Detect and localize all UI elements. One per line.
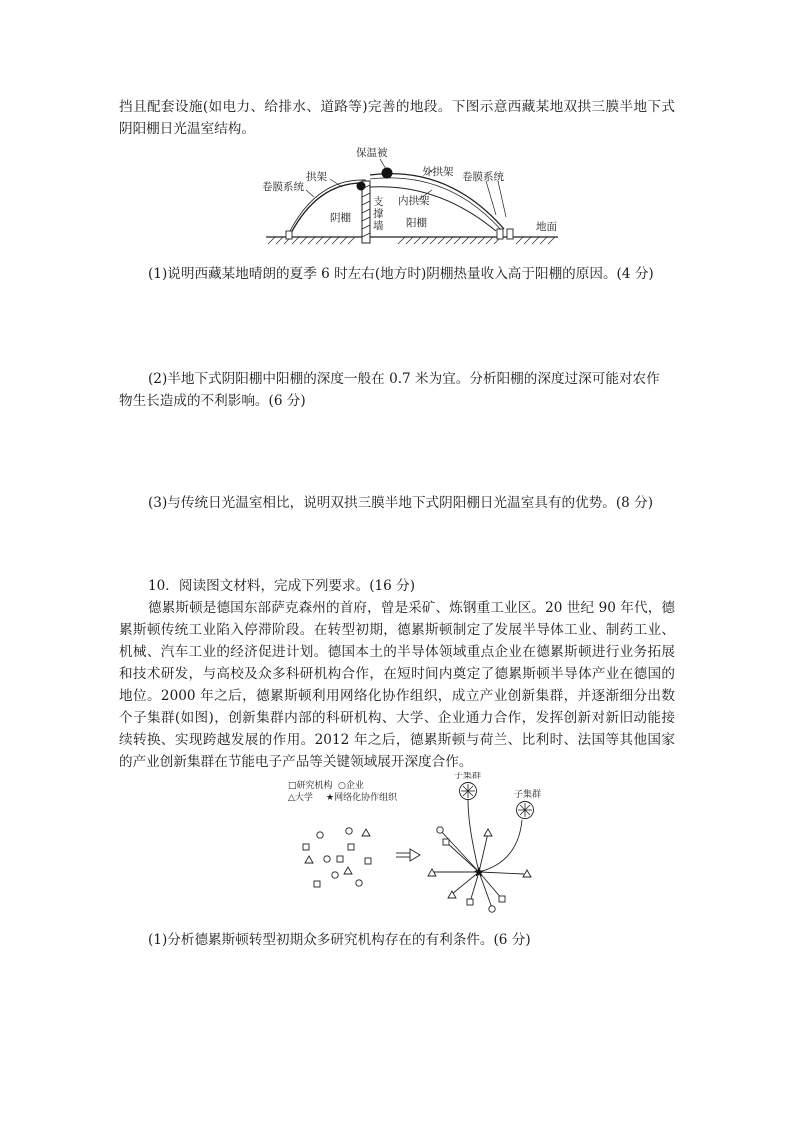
inner-arch <box>370 187 496 231</box>
link-subcluster-1 <box>468 800 479 872</box>
enterprise-symbol <box>332 872 338 878</box>
enterprise-symbol <box>437 827 443 833</box>
scattered-elements <box>303 828 371 887</box>
research-institute-symbol <box>499 896 505 902</box>
university-symbol <box>484 829 492 836</box>
label-ground: 地面 <box>536 221 557 233</box>
enterprise-symbol <box>489 906 495 912</box>
university-symbol <box>428 869 436 876</box>
research-institute-symbol <box>303 844 309 850</box>
question-10-title: 10．阅读图文材料，完成下列要求。(16 分) <box>148 578 416 594</box>
question-9-2-line-1: (2)半地下式阴阳棚中阳棚的深度一般在 0.7 米为宜。分析阳棚的深度过深可能对农作 <box>148 371 660 387</box>
left-post <box>286 231 292 239</box>
right-post-inner <box>497 229 503 239</box>
label-film-system-right: 卷膜系统 <box>462 171 504 183</box>
label-inner-arch: 内拱架 <box>398 195 430 207</box>
question-10-para-line-5: 地位。2000 年之后，德累斯顿利用网络化协作组织，成立产业创新集群，并逐渐细分出数 <box>119 688 675 704</box>
question-10-para-line-6: 个子集群(如图)，创新集群内部的科研机构、大学、企业通力合作，发挥创新对新旧动能接 <box>119 710 675 726</box>
question-9-3: (3)与传统日光温室相比，说明双拱三膜半地下式阴阳棚日光温室具有的优势。(8 分) <box>148 495 654 511</box>
enterprise-symbol <box>317 832 323 838</box>
label-film-system-left: 卷膜系统 <box>262 181 304 193</box>
label-support-wall-1: 支 <box>373 196 384 208</box>
question-10-para-line-8: 的产业创新集群在节能电子产品等关键领域展开深度合作。 <box>119 754 473 770</box>
cluster-diagram <box>282 772 574 918</box>
label-outer-arch: 外拱架 <box>422 166 454 178</box>
question-10-para-line-4: 和技术研发，与高校及众多科研机构合作，在短时间内奠定了德累斯顿半导体产业在德国的 <box>119 666 675 682</box>
research-institute-symbol <box>365 858 371 864</box>
enterprise-symbol <box>346 828 352 834</box>
intro-line-2: 阴阳棚日光温室结构。 <box>119 121 255 137</box>
question-10-para-line-3: 机械、汽车工业的经济促进计划。德国本土的半导体领域重点企业在德累斯顿进行业务拓展 <box>119 644 675 660</box>
greenhouse-diagram <box>258 143 568 255</box>
label-support-wall-3: 墙 <box>373 220 384 232</box>
outer-arch-film <box>370 178 502 231</box>
subcluster-2 <box>517 802 534 819</box>
research-institute-symbol <box>467 899 473 905</box>
research-institute-symbol <box>348 844 354 850</box>
legend-research-institute: □研究机构 <box>288 781 333 791</box>
label-shaded-shed: 阴棚 <box>330 212 351 224</box>
university-symbol <box>305 856 313 863</box>
subcluster-1 <box>460 783 477 800</box>
question-10-para-line-7: 续转换、实现跨越发展的作用。2012 年之后，德累斯顿与荷兰、比利时、法国等其他国家 <box>119 732 675 748</box>
question-9-2-line-2: 物生长造成的不利影响。(6 分) <box>119 393 306 409</box>
label-support-wall-2: 撑 <box>373 208 384 220</box>
legend-university: △大学 <box>288 793 313 803</box>
enterprise-symbol <box>356 880 362 886</box>
research-institute-symbol <box>314 881 320 887</box>
university-symbol <box>344 867 352 874</box>
intro-line-1: 挡且配套设施(如电力、给排水、道路等)完善的地段。下图示意西藏某地双拱三膜半地下式 <box>119 99 675 115</box>
legend-network-org: ★网络化协作组织 <box>326 793 398 803</box>
right-post-outer <box>507 229 513 239</box>
research-institute-symbol <box>337 856 343 862</box>
university-symbol <box>523 870 531 877</box>
label-subcluster-1: 子集群 <box>454 772 482 781</box>
research-institute-symbol <box>443 839 449 845</box>
label-insulation-quilt: 保温被 <box>356 147 388 159</box>
label-arch-frame: 拱架 <box>306 171 327 183</box>
insulation-quilt-left <box>357 182 366 191</box>
label-subcluster-2: 子集群 <box>514 790 542 800</box>
enterprise-symbol <box>324 856 330 862</box>
question-10-para-line-2: 累斯顿传统工业陷入停滞阶段。在转型初期，德累斯顿制定了发展半导体工业、制药工业、 <box>119 622 675 638</box>
question-10-para-line-1: 德累斯顿是德国东部萨克森州的首府，曾是采矿、炼钢重工业区。20 世纪 90 年代，德 <box>148 600 675 616</box>
question-9-1: (1)说明西藏某地晴朗的夏季 6 时左右(地方时)阴棚热量收入高于阳棚的原因。(4 分) <box>148 266 654 282</box>
transform-arrow <box>396 849 420 861</box>
university-symbol <box>362 829 370 836</box>
label-sunny-shed: 阳棚 <box>406 217 427 229</box>
question-10-1: (1)分析德累斯顿转型初期众多研究机构存在的有利条件。(6 分) <box>148 932 531 948</box>
legend-enterprise: ○企业 <box>338 781 364 791</box>
insulation-quilt-right <box>382 168 393 179</box>
